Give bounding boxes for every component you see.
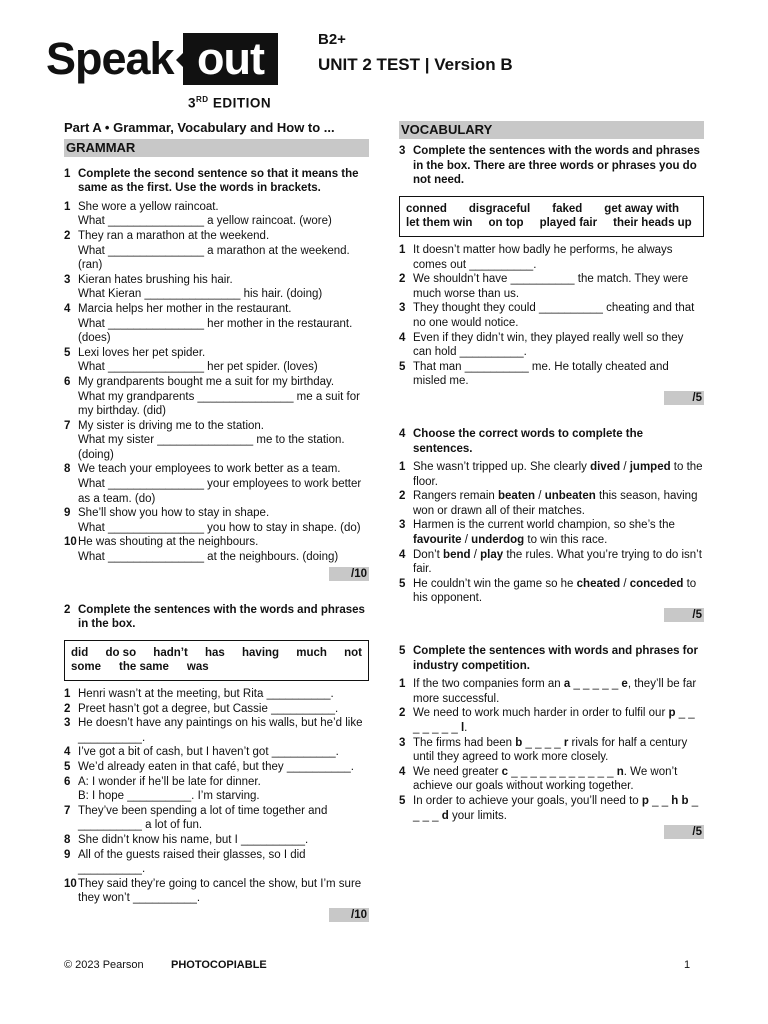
item-number: 10 [64,536,77,549]
item-text: Even if they didn’t win, they played really well so they can hold __________. [413,331,684,359]
item-number: 3 [64,273,71,286]
item-text: She’ll show you how to stay in shape. What _______________ you how to stay in shape. (do) [78,507,361,534]
list-item [399,548,704,577]
first-letter: a [563,678,571,691]
item-text: Preet hasn’t got a degree, but Cassie __________. [78,702,339,715]
letter-gaps: _ _ _ _ _ [570,678,622,691]
item-text: They thought they could __________ cheating and that no one would notice. [413,302,695,329]
item-text [413,577,704,606]
exercise-3-instruction: 3 Complete the sentences with the words and phrases in the box. There are three words or phrases you do not need. [399,145,700,187]
exercise-5-items [399,677,704,823]
text-after: to his opponent. [413,577,697,605]
text-after: . [464,722,468,734]
exercise-2-instruction: 2 Complete the sentences with the words and phrases in the box. [64,603,365,631]
item-number: 5 [64,760,71,773]
logo-word-out: out [183,33,278,85]
item-number: 4 [64,746,71,759]
item-text [413,518,704,547]
item-number: 1 [399,678,406,691]
text-after: to the floor. [413,461,703,488]
list-item [64,804,369,833]
text-after: rivals for half a century until they agreed to work more closely. [413,736,688,764]
item-text [413,677,704,706]
item-number: 2 [64,229,71,242]
item-number: 4 [399,765,406,778]
item-number: 5 [399,360,406,373]
box-word: do so [105,646,137,659]
exercise-2-word-box [64,640,369,681]
box-word: the same [119,661,169,674]
list-item [64,877,369,906]
item-number: 3 [399,302,406,315]
exercise-3-items [399,243,704,389]
option-b: underdog [471,534,525,547]
item-number: 4 [64,302,71,315]
logo-word-speak: Speak [46,33,174,84]
box-word: not [344,646,362,659]
text-after: this season, having won or drawn all of their matches. [413,490,698,517]
box-word: some [71,661,102,674]
text-after: . We won’t achieve our goals without working together. [413,765,678,793]
list-item [64,346,369,375]
list-item [399,765,704,794]
text-after: your limits. [448,809,507,822]
exercise-3-word-box [399,196,704,237]
vocabulary-heading: VOCABULARY [399,121,704,139]
text-before: Rangers remain [413,490,499,503]
text-before: We need greater [413,765,502,778]
option-a: dived [590,461,621,474]
item-text: My sister is driving me to the station. What my sister _______________ me to the station. (doing) [78,419,345,461]
list-item [64,687,369,702]
box-word: has [204,646,225,659]
item-number: 4 [399,548,406,561]
letter-gaps: _ _ _ _ _ _ _ [413,707,695,734]
list-item [64,833,369,848]
item-number: 9 [64,507,71,520]
item-text: They’ve been spending a lot of time together and __________ a lot of fun. [78,804,328,832]
text-before: We need to work much harder in order to fulfil our [413,707,669,720]
text-before: She wasn’t tripped up. She clearly [413,461,591,474]
option-a: favourite [413,534,462,547]
exercise-2-score: /10 [329,908,369,922]
item-number: 8 [64,463,71,476]
part-title: Part A • Grammar, Vocabulary and How to ... [64,121,335,135]
list-item [399,489,704,518]
box-word: played fair [539,217,598,230]
item-number: 8 [64,833,71,846]
option-separator: / [620,461,630,474]
list-item [399,301,704,330]
box-word: on top [488,217,524,230]
list-item [399,518,704,547]
option-separator: / [461,534,472,547]
item-text [413,706,704,735]
item-text: I’ve got a bit of cash, but I haven’t got __________. [78,746,339,759]
letter-gaps-2: _ _ _ _ [413,794,699,822]
last-letter: d [441,809,449,822]
exercise-5-score: /5 [664,825,704,839]
item-text [413,460,704,489]
list-item [399,460,704,489]
item-number: 1 [64,688,71,700]
item-number: 1 [399,461,406,474]
hint-letter: n [616,765,624,778]
item-text: They ran a marathon at the weekend. What _______________ a marathon at the weekend. (ran) [78,229,350,272]
box-word: hadn’t [153,646,188,659]
box-word: conned [406,202,447,215]
box-word: get away with [604,202,680,215]
exercise-4-items [399,460,704,606]
item-number: 2 [399,490,406,503]
item-text: She didn’t know his name, but I __________. [78,833,309,846]
item-text: Kieran hates brushing his hair. What Kieran _______________ his hair. (doing) [78,273,323,301]
item-text [413,765,704,794]
item-text [413,736,704,765]
speakout-logo [46,33,278,111]
exercise-1-score: /10 [329,567,369,581]
box-word: much [296,646,327,659]
item-text [413,794,704,823]
list-item [64,419,369,463]
list-item [64,375,369,419]
list-item [399,577,704,606]
option-b: conceded [629,577,684,590]
text-before: If the two companies form an [413,678,564,691]
exercise-1-instruction: 1 Complete the second sentence so that it means the same as the first. Use the words in brackets. [64,167,359,195]
option-separator: / [470,548,481,561]
item-number: 1 [64,200,71,213]
item-text: He doesn’t have any paintings on his walls, but he’d like __________. [78,717,363,744]
edition-label: 3RD EDITION [188,95,272,111]
item-text: Lexi loves her pet spider. What _______________ her pet spider. (loves) [78,346,318,374]
box-word: let them win [406,217,473,230]
item-text: We teach your employees to work better as a team. What _______________ your employees to work better as a team. (do) [78,463,362,505]
grammar-heading: GRAMMAR [64,139,369,157]
text-before: He couldn’t win the game so he [413,577,577,590]
list-item [64,302,369,346]
first-letter: b [515,736,523,749]
option-separator: / [535,490,545,503]
exercise-3-score: /5 [664,391,704,405]
item-number: 5 [399,577,406,590]
box-word: faked [552,202,583,215]
item-text: She wore a yellow raincoat. What _______________ a yellow raincoat. (wore) [78,200,332,228]
left-column [64,121,369,922]
item-text: Henri wasn’t at the meeting, but Rita __________. [78,688,334,700]
hint-letter: r [563,736,569,749]
list-item [64,535,369,564]
item-number: 6 [64,375,71,388]
item-number: 2 [64,702,71,715]
page-number: 1 [684,959,691,971]
letter-gaps: _ _ [648,794,672,807]
item-number: 5 [64,346,71,359]
list-item [399,243,704,272]
item-text [413,548,704,577]
list-item [64,848,369,877]
box-word: having [242,646,280,659]
first-letter: p [641,794,649,807]
right-column [399,121,704,839]
item-number: 7 [64,419,71,432]
item-number: 7 [64,804,71,817]
first-letter: c [501,765,509,778]
list-item [64,229,369,273]
item-number: 9 [64,848,71,861]
photocopiable-label: PHOTOCOPIABLE [171,959,267,971]
list-item [64,462,369,506]
text-after: the rules. What you’re trying to do isn’t fair. [413,548,702,576]
box-word: disgraceful [468,202,531,215]
item-number: 3 [64,717,71,730]
item-text: It doesn’t matter how badly he performs, he always comes out __________. [413,243,673,271]
letter-gaps: _ _ _ _ _ _ _ _ _ _ _ [508,765,617,778]
item-text: He was shouting at the neighbours. What _______________ at the neighbours. (doing) [78,536,339,564]
exercise-4-instruction: 4 Choose the correct words to complete the sentences. [399,427,644,455]
list-item [64,273,369,302]
list-item [399,794,704,823]
item-number: 3 [399,519,406,532]
item-text: Marcia helps her mother in the restaurant. What _______________ her mother in the restaurant. (does) [78,302,353,345]
box-word: did [71,646,89,659]
exercise-2-items [64,687,369,906]
box-word: their heads up [613,217,692,230]
option-a: cheated [576,577,621,590]
item-text: A: I wonder if he’ll be late for dinner. B: I hope __________. I’m starving. [78,775,261,803]
list-item [64,716,369,745]
item-text: We shouldn’t have __________ the match. They were much worse than us. [413,273,689,300]
option-b: play [480,548,504,561]
item-text [413,489,704,518]
list-item [399,360,704,389]
list-item [64,702,369,717]
box-word: was [186,661,209,674]
text-before: The firms had been [413,736,516,749]
list-item [399,331,704,360]
option-b: unbeaten [544,490,596,503]
first-letter: p [668,707,676,720]
item-number: 6 [64,775,71,788]
hint-letter: e [621,678,628,691]
hint-letter: l [460,722,465,734]
text-before: Don’t [413,548,444,561]
level-label: B2+ [318,31,346,48]
list-item [64,745,369,760]
text-before: In order to achieve your goals, you’ll need to [413,794,642,807]
copyright-text: © 2023 Pearson [64,959,144,971]
text-before: Harmen is the current world champion, so she’s the [413,519,675,532]
list-item [399,272,704,301]
hint-letter: h b [671,794,689,807]
list-item [399,736,704,765]
text-after: , they’ll be far more successful. [413,678,697,705]
item-number: 3 [399,736,406,749]
item-number: 1 [399,243,406,256]
list-item [64,200,369,229]
item-text: All of the guests raised their glasses, so I did __________. [78,848,306,876]
list-item [64,775,369,804]
list-item [399,677,704,706]
item-number: 2 [399,707,406,720]
option-a: beaten [498,490,536,503]
exercise-4-score: /5 [664,608,704,622]
option-b: jumped [629,461,671,474]
list-item [64,506,369,535]
item-text: We’d already eaten in that café, but they __________. [78,760,354,773]
test-title: UNIT 2 TEST | Version B [318,55,513,74]
item-text: That man __________ me. He totally cheated and misled me. [413,360,669,388]
text-after: to win this race. [524,534,608,547]
list-item [64,760,369,775]
exercise-5-instruction: 5 Complete the sentences with words and phrases for industry competition. [399,645,699,672]
item-text: My grandparents bought me a suit for my birthday. What my grandparents _______________ me a suit for my birthday. (did) [78,375,360,418]
item-number: 2 [399,273,406,286]
item-number: 4 [399,331,406,344]
item-number: 5 [399,794,406,807]
list-item [399,706,704,735]
item-text: They said they’re going to cancel the show, but I’m sure they won’t __________. [78,877,362,905]
option-separator: / [620,577,630,590]
option-a: bend [443,548,471,561]
logo-notch [176,53,183,67]
exercise-1-items [64,200,369,565]
letter-gaps: _ _ _ _ [522,736,564,749]
item-number: 10 [64,877,77,890]
